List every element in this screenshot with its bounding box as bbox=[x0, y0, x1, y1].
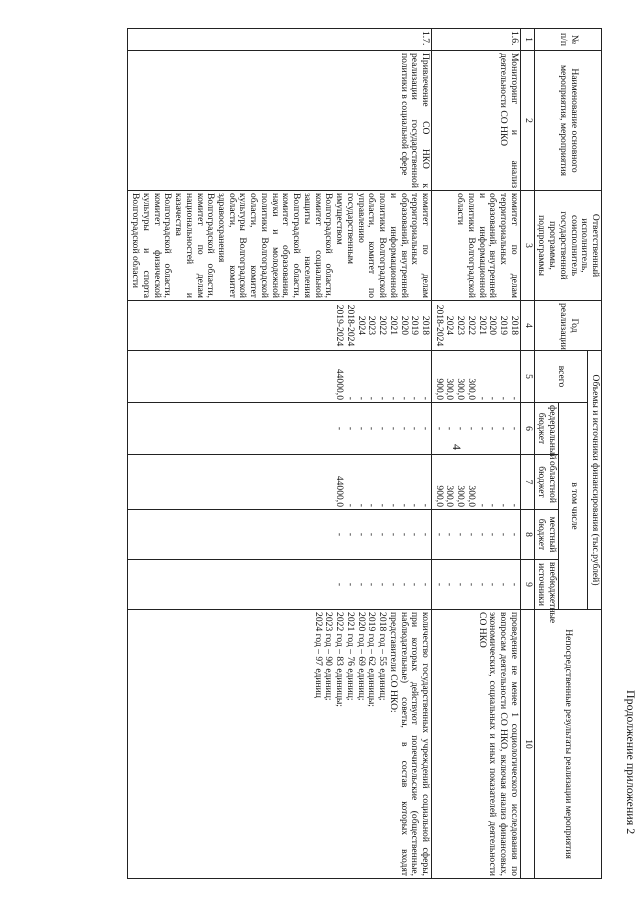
col-number: 3 bbox=[520, 191, 534, 301]
cell-line: - bbox=[487, 582, 499, 587]
cell-line: - bbox=[476, 503, 488, 507]
cell-line: - bbox=[433, 582, 445, 587]
cell-line: - bbox=[366, 396, 378, 400]
cell-line: - bbox=[377, 426, 389, 431]
cell-line: - bbox=[465, 532, 477, 537]
cell-line: 2018-2024 bbox=[344, 304, 356, 347]
cell-line: - bbox=[433, 426, 445, 431]
cell-line: 2019-2024 bbox=[334, 304, 346, 347]
cell-line: - bbox=[487, 396, 499, 400]
cell-line: - bbox=[377, 503, 389, 507]
column-number-row bbox=[520, 29, 534, 879]
cell-line: 300,0 bbox=[465, 485, 477, 507]
cell-line: 900,0 bbox=[433, 485, 445, 507]
cell-line: - bbox=[366, 503, 378, 507]
program-table bbox=[127, 28, 602, 879]
cell-line: 44000,0 bbox=[334, 475, 346, 507]
cell-line: 2019 bbox=[498, 315, 510, 336]
row-result bbox=[128, 610, 432, 879]
cell-line: - bbox=[398, 532, 410, 537]
cell-line: - bbox=[398, 396, 410, 400]
cell-line: - bbox=[409, 532, 421, 537]
cell-line: - bbox=[476, 582, 488, 587]
header-result: Непосредственные результаты реализации мероприятия bbox=[534, 610, 601, 879]
row-total bbox=[431, 351, 520, 403]
cell-line: 300,0 bbox=[455, 378, 467, 400]
row-name: Привлечение СО НКО к реализации государственной политики в социальной сфере bbox=[128, 51, 432, 191]
row-years bbox=[431, 301, 520, 351]
cell-line: - bbox=[444, 532, 456, 537]
row-extra bbox=[431, 560, 520, 610]
cell-line: 2020 bbox=[398, 315, 410, 336]
cell-line: 2018 год – 55 единиц; bbox=[377, 612, 389, 701]
header-name: Наименование основного мероприятия, мероприятия bbox=[534, 51, 601, 191]
table-row-1-6 bbox=[431, 29, 520, 879]
cell-line: - bbox=[433, 532, 445, 537]
continuation-label: Продолжение приложения 2 bbox=[624, 690, 638, 835]
cell-line: 2023 год – 90 единиц; bbox=[323, 612, 335, 701]
cell-line: - bbox=[398, 582, 410, 587]
cell-line: 300,0 bbox=[444, 378, 456, 400]
cell-line: - bbox=[355, 426, 367, 431]
row-resp: комитет по делам территориальных образований, внутренней и информационной политики Волгоградской области bbox=[431, 191, 520, 301]
cell-line: - bbox=[455, 532, 467, 537]
cell-line: 300,0 bbox=[455, 485, 467, 507]
cell-line: 900,0 bbox=[433, 378, 445, 400]
cell-line: - bbox=[487, 426, 499, 431]
cell-line: - bbox=[487, 503, 499, 507]
cell-line: - bbox=[377, 582, 389, 587]
cell-line: - bbox=[409, 582, 421, 587]
cell-line: - bbox=[508, 426, 520, 431]
cell-line: - bbox=[355, 396, 367, 400]
cell-line: - bbox=[377, 532, 389, 537]
col-number: 6 bbox=[520, 403, 534, 455]
cell-line: - bbox=[508, 396, 520, 400]
cell-line: - bbox=[409, 396, 421, 400]
cell-line: - bbox=[419, 396, 431, 400]
cell-line: - bbox=[377, 396, 389, 400]
header-year: Год реализации bbox=[534, 301, 601, 351]
cell-line: - bbox=[498, 396, 510, 400]
cell-line: - bbox=[344, 503, 356, 507]
header-funding: Объемы и источники финансирования (тыс.рублей) bbox=[588, 351, 602, 610]
col-number: 8 bbox=[520, 510, 534, 560]
cell-line: 2023 bbox=[455, 315, 467, 336]
col-number: 1 bbox=[520, 29, 534, 51]
cell-line: - bbox=[444, 582, 456, 587]
cell-line: 2019 bbox=[409, 315, 421, 336]
cell-line: 2020 bbox=[487, 315, 499, 336]
page-number: 4 bbox=[450, 444, 464, 450]
cell-line: 2018 bbox=[419, 315, 431, 336]
cell-line: 2021 bbox=[387, 315, 399, 336]
cell-line: 2022 год – 83 единицы; bbox=[334, 612, 346, 707]
cell-line: - bbox=[355, 532, 367, 537]
cell-line: - bbox=[334, 582, 346, 587]
cell-line: - bbox=[487, 532, 499, 537]
cell-line: 2021 год – 76 единиц; bbox=[344, 612, 356, 701]
cell-line: - bbox=[455, 582, 467, 587]
cell-line: - bbox=[366, 426, 378, 431]
header-extra: внебюджетные источники bbox=[534, 560, 558, 610]
cell-line: 2024 год – 97 единиц bbox=[312, 612, 324, 698]
header-num: № п/п bbox=[534, 29, 601, 51]
cell-line: 2024 bbox=[355, 315, 367, 336]
cell-line: - bbox=[498, 532, 510, 537]
cell-line: - bbox=[344, 582, 356, 587]
cell-line: - bbox=[465, 582, 477, 587]
cell-line: - bbox=[387, 396, 399, 400]
cell-line: - bbox=[465, 426, 477, 431]
cell-line: 44000,0 bbox=[334, 368, 346, 400]
cell-line: 2018 bbox=[508, 315, 520, 336]
row-years bbox=[128, 301, 432, 351]
cell-line: - bbox=[508, 582, 520, 587]
cell-line: - bbox=[344, 426, 356, 431]
cell-line: - bbox=[444, 426, 456, 431]
row-federal bbox=[128, 403, 432, 455]
row-extra bbox=[128, 560, 432, 610]
cell-line: - bbox=[334, 532, 346, 537]
col-number: 2 bbox=[520, 51, 534, 191]
table-row-1-7 bbox=[128, 29, 432, 879]
cell-line: - bbox=[498, 426, 510, 431]
cell-line: - bbox=[476, 532, 488, 537]
col-number: 5 bbox=[520, 351, 534, 403]
row-name: Мониторинг и анализ деятельности СО НКО bbox=[431, 51, 520, 191]
result-intro: количество государственных учреждений социальной сферы, при которых действуют попечительские (общественные, наблюдательные) советы, в состав которых входят представители СО НКО: bbox=[387, 612, 431, 877]
cell-line: - bbox=[387, 532, 399, 537]
cell-line: - bbox=[455, 426, 467, 431]
col-number: 10 bbox=[520, 610, 534, 879]
cell-line: 2020 год – 69 единиц; bbox=[355, 612, 367, 701]
cell-line: 2022 bbox=[465, 315, 477, 336]
cell-line: - bbox=[508, 532, 520, 537]
row-result: проведение не менее 1 социологического исследования по вопросам деятельности СО НКО, включая анализ финансовых, экономических, социальных и иных показателей деятельности СО НКО bbox=[431, 610, 520, 879]
cell-line: 300,0 bbox=[444, 485, 456, 507]
header-local: местный бюджет bbox=[534, 510, 558, 560]
cell-line: - bbox=[508, 503, 520, 507]
row-local bbox=[431, 510, 520, 560]
col-number: 4 bbox=[520, 301, 534, 351]
header-incl: в том числе bbox=[559, 403, 588, 610]
cell-line: - bbox=[366, 532, 378, 537]
row-resp: комитет по делам территориальных образований, внутренней и информационной политики Волгоградской области, комитет по управлению государственным имуществом Волгоградской области, комитет социальной защиты населения Волгоградской области, комитет образования, науки и молодежной политики Волгоградской области, комитет культуры Волгоградской области, комитет здравоохранения Волгоградской области, комитет по делам национальностей и казачества Волгоградской области, комитет физической культуры и спорта Волгоградской области bbox=[128, 191, 432, 301]
cell-line: 300,0 bbox=[465, 378, 477, 400]
row-regional bbox=[128, 455, 432, 510]
result-list bbox=[312, 612, 387, 876]
cell-line: - bbox=[419, 582, 431, 587]
cell-line: 2021 bbox=[476, 315, 488, 336]
cell-line: - bbox=[366, 582, 378, 587]
header-resp: Ответственный исполнитель, соисполнитель государственной программы, подпрограммы bbox=[534, 191, 601, 301]
header-federal: федеральный бюджет bbox=[534, 403, 558, 455]
cell-line: - bbox=[498, 582, 510, 587]
header-regional: областной бюджет bbox=[534, 455, 558, 510]
cell-line: - bbox=[387, 426, 399, 431]
header-total: всего bbox=[534, 351, 588, 403]
cell-line: - bbox=[398, 426, 410, 431]
cell-line: - bbox=[355, 582, 367, 587]
cell-line: - bbox=[419, 503, 431, 507]
cell-line: - bbox=[355, 503, 367, 507]
cell-line: - bbox=[498, 503, 510, 507]
cell-line: - bbox=[344, 396, 356, 400]
cell-line: 2018-2024 bbox=[433, 304, 445, 347]
row-regional bbox=[431, 455, 520, 510]
cell-line: 2022 bbox=[377, 315, 389, 336]
col-number: 9 bbox=[520, 560, 534, 610]
cell-line: - bbox=[419, 426, 431, 431]
row-local bbox=[128, 510, 432, 560]
cell-line: - bbox=[409, 426, 421, 431]
row-num: 1.7. bbox=[128, 29, 432, 51]
cell-line: - bbox=[419, 532, 431, 537]
cell-line: - bbox=[387, 503, 399, 507]
row-num: 1.6. bbox=[431, 29, 520, 51]
row-total bbox=[128, 351, 432, 403]
cell-line: - bbox=[409, 503, 421, 507]
cell-line: - bbox=[476, 396, 488, 400]
cell-line: 2019 год – 62 единицы; bbox=[366, 612, 378, 707]
cell-line: - bbox=[398, 503, 410, 507]
cell-line: 2024 bbox=[444, 315, 456, 336]
cell-line: - bbox=[334, 426, 346, 431]
row-federal bbox=[431, 403, 520, 455]
cell-line: 2023 bbox=[366, 315, 378, 336]
cell-line: - bbox=[387, 582, 399, 587]
col-number: 7 bbox=[520, 455, 534, 510]
cell-line: - bbox=[476, 426, 488, 431]
cell-line: - bbox=[344, 532, 356, 537]
